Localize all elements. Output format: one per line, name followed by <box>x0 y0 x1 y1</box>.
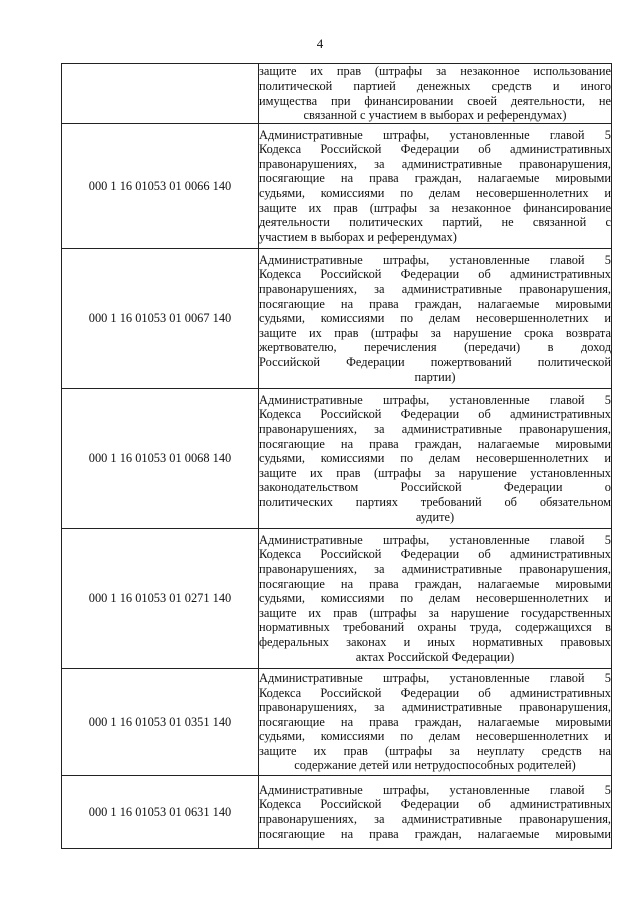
table-row <box>62 669 612 776</box>
description-line: посягающие на права граждан, налагаемые мировыми <box>259 171 611 186</box>
description-line: Кодекса Российской Федерации об административных <box>259 685 611 700</box>
description-line: жертвователю, перечисления (передачи) в доход <box>259 340 611 355</box>
budget-codes-table <box>61 63 612 849</box>
page-number: 4 <box>316 36 324 51</box>
description-cell <box>259 776 612 849</box>
description-cell <box>259 529 612 669</box>
description-line: нормативных требований охраны труда, содержащихся в <box>259 620 611 635</box>
description-line: содержание детей или нетрудоспособных родителей) <box>294 758 576 773</box>
description-line: судьями, комиссиями по делам несовершеннолетних и <box>259 186 611 200</box>
description-line: посягающие на права граждан, налагаемые мировыми <box>259 576 611 591</box>
classification-code: 000 1 16 01053 01 0067 140 <box>62 249 259 389</box>
description-line: защите их прав (штрафы за незаконное финансирование <box>259 200 611 215</box>
description-line: защите их прав (штрафы за неуплату средств на <box>259 743 611 758</box>
description-line: Административные штрафы, установленные главой 5 <box>259 392 611 407</box>
description-line: Административные штрафы, установленные главой 5 <box>259 670 611 685</box>
description-cell <box>259 124 612 249</box>
description-line: посягающие на права граждан, налагаемые мировыми <box>259 826 611 841</box>
description-line: Кодекса Российской Федерации об административных <box>259 142 611 157</box>
description-line: правонарушениях, за административные правонарушения, <box>259 422 611 437</box>
description-line: связанной с участием в выборах и референдумах) <box>303 108 567 123</box>
description-line: защите их прав (штрафы за незаконное использование <box>259 64 611 79</box>
description-line: судьями, комиссиями по делам несовершеннолетних и <box>259 311 611 326</box>
description-line: имущества при финансировании своей деятельности, не <box>259 93 611 108</box>
description-line: правонарушениях, за административные правонарушения, <box>259 282 611 297</box>
table-row <box>62 64 612 124</box>
description-line: правонарушениях, за административные правонарушения, <box>259 156 611 171</box>
description-line: посягающие на права граждан, налагаемые мировыми <box>259 714 611 729</box>
description-line: федеральных законах и иных нормативных правовых <box>259 634 611 649</box>
description-line: Кодекса Российской Федерации об административных <box>259 797 611 812</box>
description-line: Административные штрафы, установленные главой 5 <box>259 532 611 547</box>
description-line: Административные штрафы, установленные главой 5 <box>259 127 611 142</box>
description-line: защите их прав (штрафы за нарушение государственных <box>259 605 611 620</box>
description-line: посягающие на права граждан, налагаемые мировыми <box>259 296 611 311</box>
description-cell <box>259 64 612 124</box>
description-line: Кодекса Российской Федерации об административных <box>259 267 611 282</box>
description-line: участием в выборах и референдумах) <box>259 229 457 244</box>
table-row <box>62 529 612 669</box>
description-cell <box>259 389 612 529</box>
table-row <box>62 124 612 249</box>
description-line: защите их прав (штрафы за нарушение установленных <box>259 465 611 480</box>
description-line: судьями, комиссиями по делам несовершеннолетних и <box>259 451 611 466</box>
description-line: деятельности политических партий, не связанной с <box>259 215 611 230</box>
table-row <box>62 776 612 849</box>
classification-code: 000 1 16 01053 01 0068 140 <box>62 389 259 529</box>
classification-code: 000 1 16 01053 01 0271 140 <box>62 529 259 669</box>
description-line: Кодекса Российской Федерации об административных <box>259 407 611 422</box>
classification-code: 000 1 16 01053 01 0351 140 <box>62 669 259 776</box>
description-line: Административные штрафы, установленные главой 5 <box>259 252 611 267</box>
description-line: Административные штрафы, установленные главой 5 <box>259 782 611 797</box>
description-line: партии) <box>414 369 456 384</box>
description-line: посягающие на права граждан, налагаемые мировыми <box>259 436 611 451</box>
classification-code <box>62 64 259 124</box>
description-line: судьями, комиссиями по делам несовершеннолетних и <box>259 729 611 744</box>
description-line: политической партией денежных средств и иного <box>259 78 611 93</box>
description-line: законодательством Российской Федерации о <box>259 480 611 495</box>
description-line: актах Российской Федерации) <box>355 649 515 664</box>
classification-code: 000 1 16 01053 01 0066 140 <box>62 124 259 249</box>
description-cell <box>259 249 612 389</box>
description-line: политических партиях требований об обязательном <box>259 494 611 509</box>
description-cell <box>259 669 612 776</box>
description-line: аудите) <box>415 509 455 524</box>
table-row <box>62 389 612 529</box>
description-line: правонарушениях, за административные правонарушения, <box>259 812 611 826</box>
table-row <box>62 249 612 389</box>
classification-code: 000 1 16 01053 01 0631 140 <box>62 776 259 849</box>
description-line: Российской Федерации пожертвований политической <box>259 354 611 369</box>
description-line: Кодекса Российской Федерации об административных <box>259 547 611 562</box>
description-line: судьями, комиссиями по делам несовершеннолетних и <box>259 591 611 606</box>
description-line: защите их прав (штрафы за нарушение срока возврата <box>259 325 611 340</box>
description-line: правонарушениях, за административные правонарушения, <box>259 562 611 577</box>
description-line: правонарушениях, за административные правонарушения, <box>259 700 611 715</box>
